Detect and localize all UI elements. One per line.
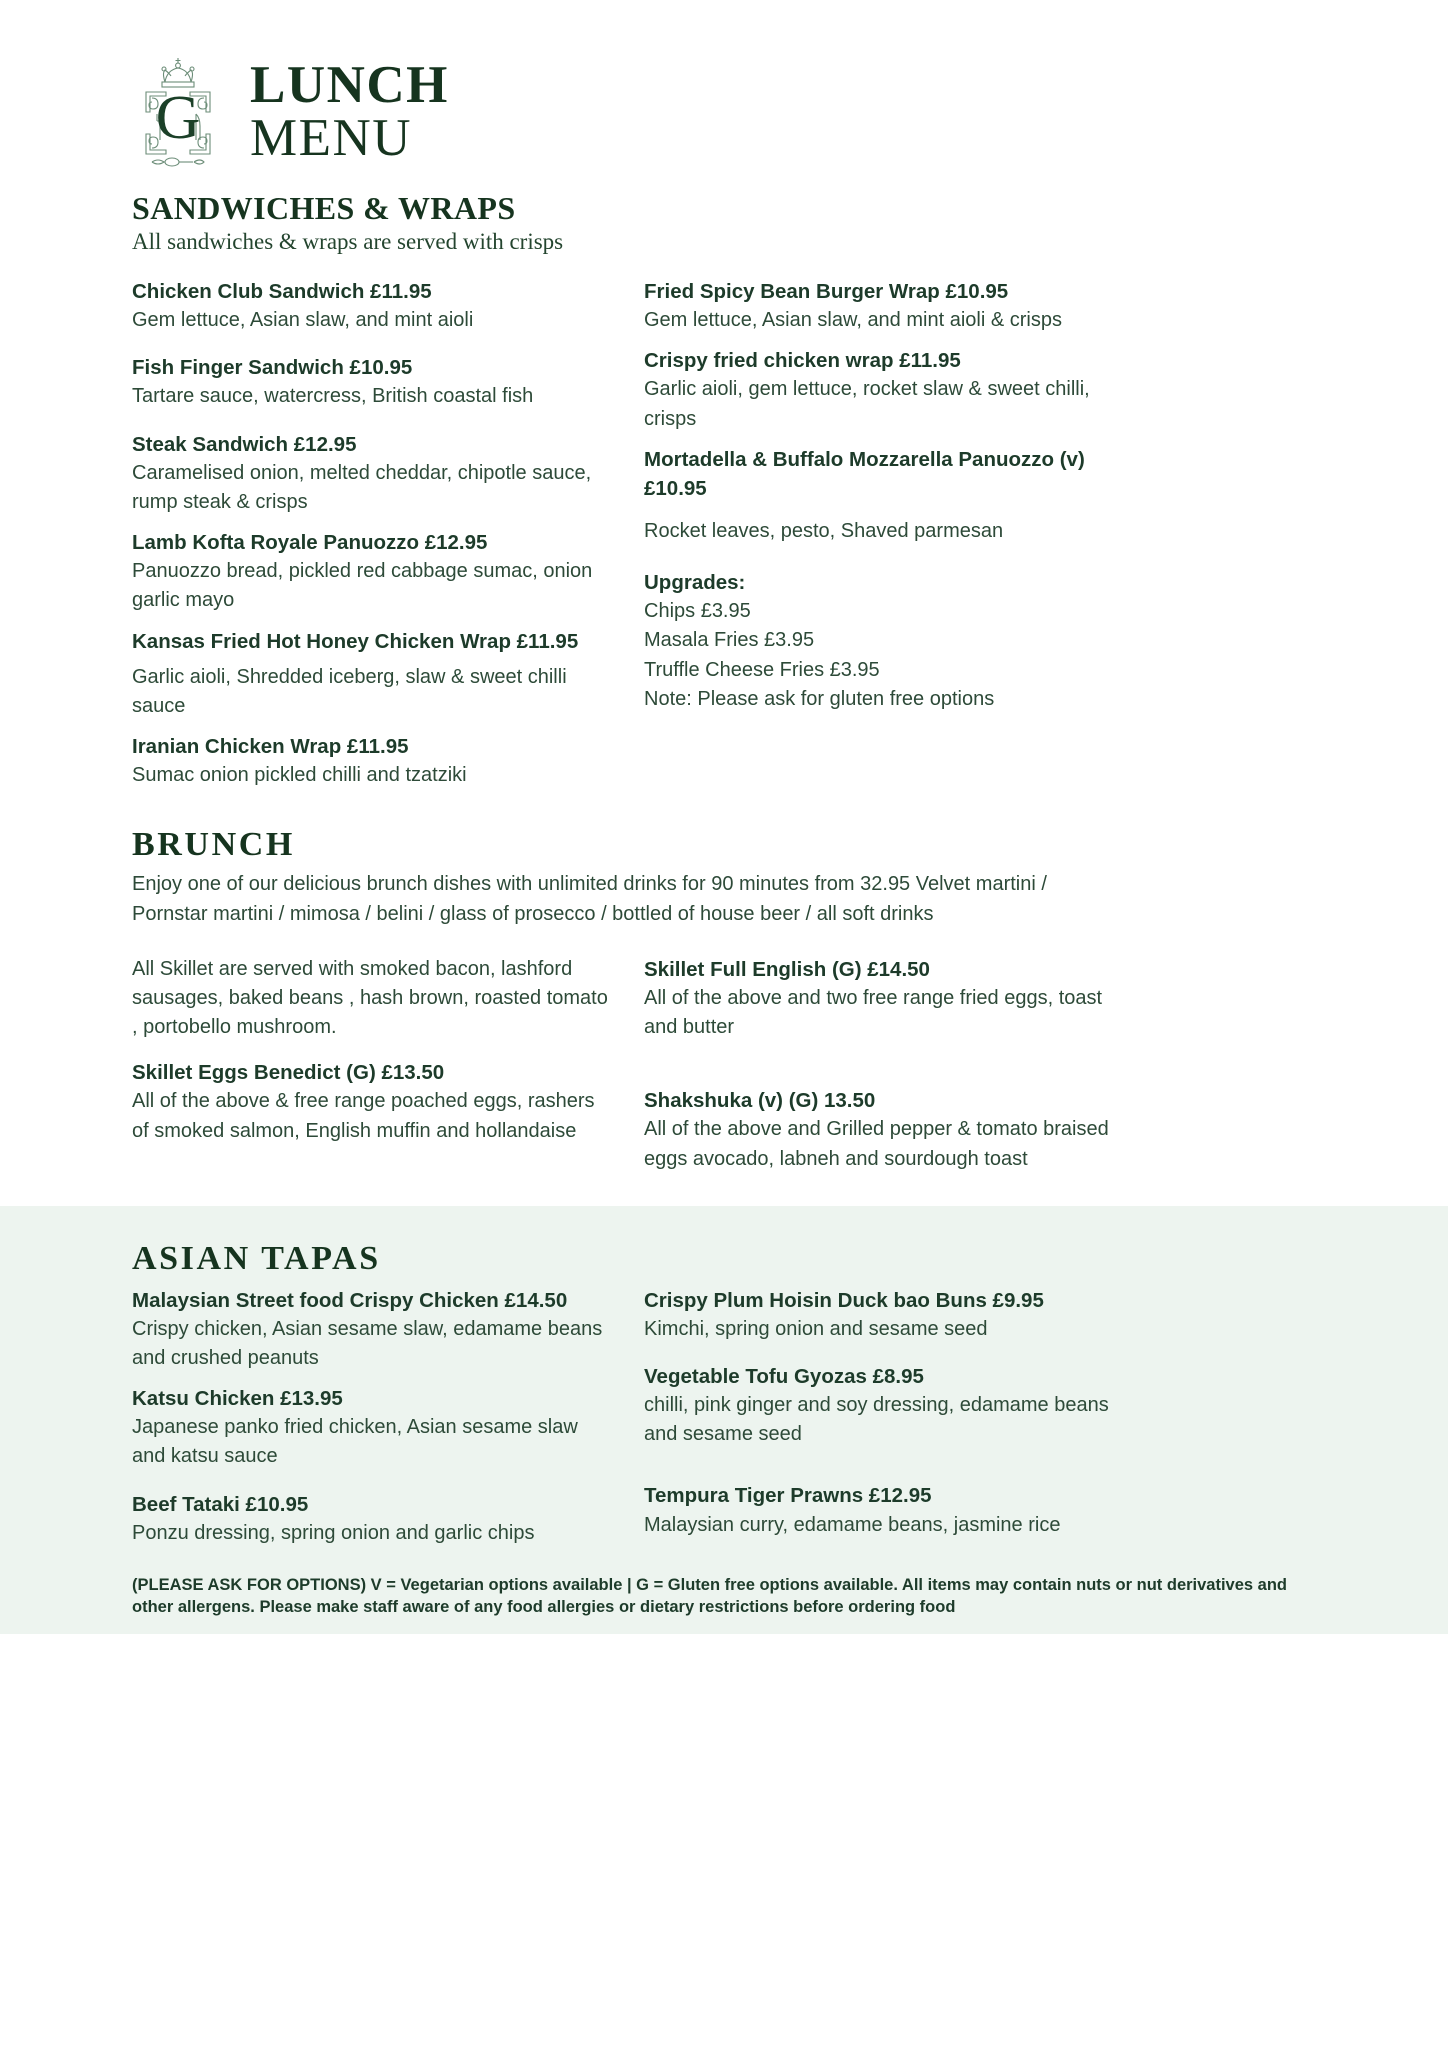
section-subtitle-sandwiches: All sandwiches & wraps are served with crisps [132, 229, 564, 254]
spacer [132, 414, 608, 430]
tapas-right-column [644, 1286, 1120, 1550]
menu-wordmark [250, 52, 449, 168]
menu-item-name: Iranian Chicken Wrap £11.95 [132, 735, 409, 759]
menu-item-desc: All of the above & free range poached eggs, rashers of smoked salmon, English muffin and hollandaise [132, 1090, 595, 1142]
section-brunch [0, 826, 1448, 1175]
section-title-brunch: BRUNCH [132, 826, 295, 864]
spacer [644, 1346, 1120, 1362]
menu-item [132, 1286, 608, 1373]
upgrades-line: Chips £3.95 [644, 600, 751, 623]
menu-item [644, 1086, 1120, 1173]
spacer [644, 337, 1120, 346]
menu-item-name: Katsu Chicken £13.95 [132, 1387, 343, 1411]
spacer [644, 1451, 1120, 1481]
menu-item-desc: chilli, pink ginger and soy dressing, edamame beans and sesame seed [644, 1394, 1109, 1446]
menu-item-desc: Crispy chicken, Asian sesame slaw, edamame beans and crushed peanuts [132, 1317, 603, 1369]
menu-item-desc: Sumac onion pickled chilli and tzatziki [132, 764, 467, 787]
menu-item [132, 528, 608, 615]
menu-item [132, 353, 608, 411]
menu-item [132, 627, 608, 721]
menu-item [644, 1362, 1120, 1449]
menu-item [132, 430, 608, 517]
menu-item-desc: Gem lettuce, Asian slaw, and mint aioli [132, 309, 474, 332]
menu-item-name: Steak Sandwich £12.95 [132, 432, 357, 456]
spacer [132, 519, 608, 528]
brunch-intro: Enjoy one of our delicious brunch dishes with unlimited drinks for 90 minutes from 32.95 Velvet martini / Pornstar martini / mimosa / belini / glass of prosecco / bottled of house beer / all soft drinks [132, 873, 1047, 925]
menu-item-desc: Garlic aioli, Shredded iceberg, slaw & sweet chilli sauce [132, 665, 567, 717]
brunch-skillet-note: All Skillet are served with smoked bacon, lashford sausages, baked beans , hash brown, roasted tomato , portobello mushroom. [132, 957, 608, 1039]
spacer [132, 1375, 608, 1384]
menu-item [644, 277, 1120, 335]
menu-item-desc: Tartare sauce, watercress, British coastal fish [132, 385, 534, 408]
menu-item-desc: Rocket leaves, pesto, Shaved parmesan [644, 520, 1004, 542]
spacer [132, 1042, 608, 1058]
spacer [132, 618, 608, 627]
spacer [644, 436, 1120, 445]
menu-item [132, 732, 608, 790]
sandwiches-left-column [132, 269, 608, 792]
spacer [644, 1044, 1120, 1086]
menu-item-name: Malaysian Street food Crispy Chicken £14.50 [132, 1288, 568, 1312]
allergen-disclaimer: (PLEASE ASK FOR OPTIONS) V = Vegetarian options available | G = Gluten free options available. All items may contain nuts or nut derivatives and other allergens. Please make staff aware of any food allergies or dietary restrictions before ordering food [132, 1575, 1287, 1617]
menu-item [132, 1058, 608, 1145]
menu-item [132, 1490, 608, 1548]
menu-item-name: Mortadella & Buffalo Mozzarella Panuozzo (v) £10.95 [644, 447, 1085, 500]
menu-title-line2: MENU [250, 109, 413, 168]
svg-text:G: G [155, 84, 201, 152]
menu-item-name: Skillet Full English (G) £14.50 [644, 957, 930, 981]
brunch-left-column [132, 955, 608, 1176]
menu-item [644, 1286, 1120, 1344]
menu-item-name: Crispy fried chicken wrap £11.95 [644, 349, 961, 373]
upgrades-block [644, 568, 1120, 714]
upgrades-title: Upgrades: [644, 571, 746, 595]
spacer [132, 1474, 608, 1490]
menu-item-desc: Caramelised onion, melted cheddar, chipotle sauce, rump steak & crisps [132, 461, 592, 513]
menu-item-name: Kansas Fried Hot Honey Chicken Wrap £11.95 [132, 629, 579, 653]
menu-item [644, 955, 1120, 1042]
tapas-left-column [132, 1286, 608, 1550]
menu-item [132, 277, 608, 335]
menu-item-name: Skillet Eggs Benedict (G) £13.50 [132, 1061, 445, 1085]
upgrades-line: Masala Fries £3.95 [644, 629, 815, 652]
menu-item-desc: Japanese panko fried chicken, Asian sesame slaw and katsu sauce [132, 1416, 578, 1468]
menu-item-name: Beef Tataki £10.95 [132, 1492, 309, 1516]
section-title-sandwiches: SANDWICHES & WRAPS [132, 190, 516, 226]
section-asian-tapas [0, 1206, 1448, 1634]
upgrades-note: Note: Please ask for gluten free options [644, 687, 995, 710]
menu-item-name: Chicken Club Sandwich £11.95 [132, 280, 432, 303]
spacer [132, 723, 608, 732]
crown-crest-logo-icon [132, 52, 224, 174]
menu-item-desc: All of the above and Grilled pepper & tomato braised eggs avocado, labneh and sourdough toast [644, 1118, 1109, 1170]
menu-item-name: Fried Spicy Bean Burger Wrap £10.95 [644, 280, 1009, 303]
menu-item-desc: Kimchi, spring onion and sesame seed [644, 1317, 988, 1340]
menu-item [644, 445, 1120, 546]
menu-item-name: Vegetable Tofu Gyozas £8.95 [644, 1364, 924, 1388]
menu-item-name: Crispy Plum Hoisin Duck bao Buns £9.95 [644, 1288, 1044, 1312]
menu-item-name: Tempura Tiger Prawns £12.95 [644, 1484, 932, 1508]
menu-item-name: Fish Finger Sandwich £10.95 [132, 356, 413, 380]
section-sandwiches [0, 190, 1448, 792]
menu-item [132, 1384, 608, 1471]
upgrades-line: Truffle Cheese Fries £3.95 [644, 658, 880, 681]
section-title-asian-tapas: ASIAN TAPAS [132, 1239, 381, 1277]
menu-item-desc: Ponzu dressing, spring onion and garlic chips [132, 1521, 535, 1544]
menu-title-line1: LUNCH [250, 56, 449, 114]
menu-item [644, 1481, 1120, 1539]
brunch-right-column [644, 955, 1120, 1176]
menu-header [0, 0, 1448, 174]
menu-item-desc: Panuozzo bread, pickled red cabbage sumac, onion garlic mayo [132, 560, 593, 612]
menu-item-desc: Garlic aioli, gem lettuce, rocket slaw & sweet chilli, crisps [644, 378, 1090, 430]
spacer [132, 337, 608, 353]
menu-item-name: Shakshuka (v) (G) 13.50 [644, 1089, 876, 1113]
menu-item-desc: All of the above and two free range fried eggs, toast and butter [644, 986, 1103, 1039]
menu-item-desc: Gem lettuce, Asian slaw, and mint aioli & crisps [644, 309, 1062, 332]
menu-item-desc: Malaysian curry, edamame beans, jasmine rice [644, 1513, 1061, 1536]
sandwiches-right-column [644, 269, 1120, 792]
menu-item-name: Lamb Kofta Royale Panuozzo £12.95 [132, 531, 488, 555]
menu-item [644, 346, 1120, 433]
